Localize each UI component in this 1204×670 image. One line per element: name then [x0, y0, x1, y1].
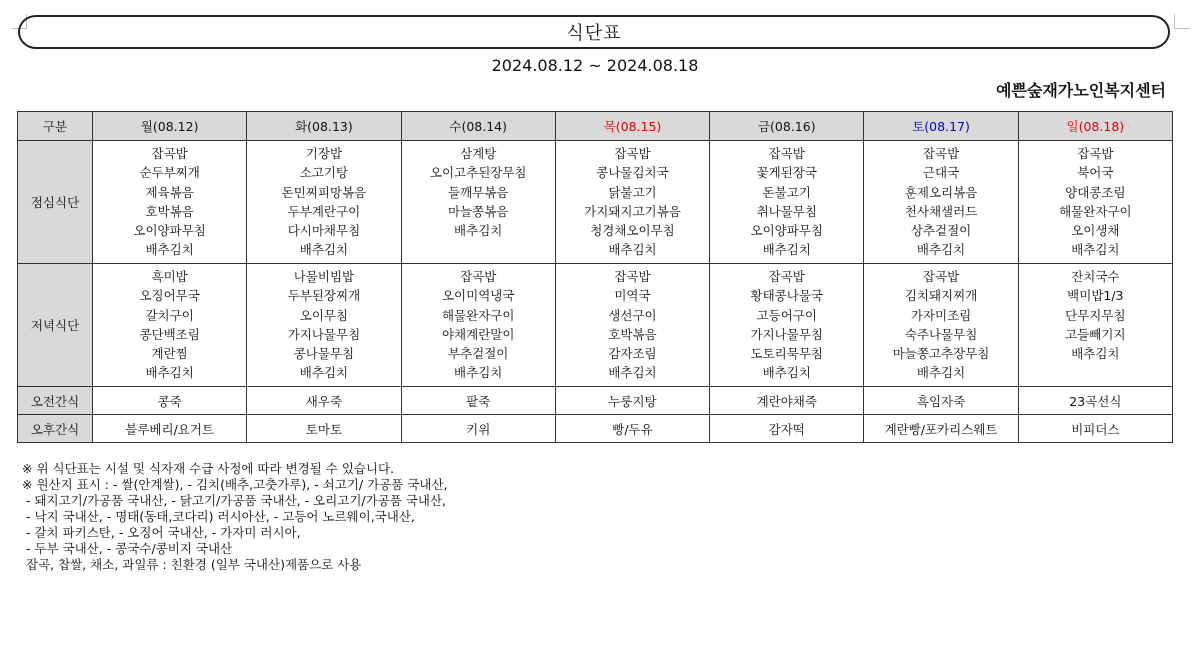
meal-cell	[93, 141, 247, 264]
menu-item: 호박볶음	[608, 326, 657, 342]
menu-item: 잡곡밥	[614, 146, 651, 161]
menu-item: 북어국	[1077, 165, 1114, 181]
organization-name: 예쁜숲재가노인복지센터	[995, 81, 1166, 100]
menu-item: 배추김치	[454, 365, 503, 381]
menu-item: 오이양파무침	[750, 223, 823, 239]
menu-item: 잡곡밥	[922, 146, 960, 161]
header-row	[18, 112, 1173, 141]
menu-item: 황태콩나물국	[750, 288, 823, 304]
menu-item: 부추겉절이	[448, 346, 509, 362]
menu-item: 잡곡밥	[460, 269, 497, 284]
meal-plan-table	[17, 111, 1173, 443]
note-line: - 갈치 파키스탄, - 오징어 국내산, - 가자미 러시아,	[22, 525, 301, 540]
menu-item: 천사채샐러드	[904, 203, 978, 219]
menu-item: 콩나물무침	[293, 346, 355, 362]
menu-item: 잡곡밥	[1077, 146, 1114, 161]
row-label: 오후간식	[18, 415, 93, 443]
menu-item: 미역국	[614, 288, 651, 304]
menu-item: 배추김치	[916, 365, 966, 381]
menu-item: 소고기탕	[299, 165, 349, 181]
menu-item: 해물완자구이	[1059, 203, 1132, 219]
menu-item: 배추김치	[608, 365, 657, 381]
menu-item: 배추김치	[608, 242, 657, 258]
menu-item: 배추김치	[762, 365, 811, 381]
menu-item: 잡곡밥	[768, 146, 805, 161]
document-title: 식단표	[566, 23, 622, 44]
menu-item: 생선구이	[608, 307, 657, 323]
snack-cell: 새우죽	[247, 387, 401, 415]
menu-item: 훈제오리볶음	[904, 184, 978, 200]
menu-item: 근대국	[922, 165, 960, 181]
menu-item: 닭불고기	[608, 184, 657, 200]
menu-item: 고등어구이	[756, 307, 817, 323]
day-header: 일(08.18)	[1018, 112, 1172, 141]
menu-item: 청경채오이무침	[590, 223, 675, 239]
menu-item: 콩나물김치국	[596, 165, 669, 181]
meal-cell	[93, 264, 247, 387]
menu-item: 숙주나물무침	[904, 326, 978, 342]
menu-item: 기장밥	[305, 146, 343, 161]
snack-cell: 누룽지탕	[555, 387, 709, 415]
snack-cell: 빵/두유	[555, 415, 709, 443]
day-header: 금(08.16)	[710, 112, 864, 141]
menu-item: 배추김치	[916, 242, 966, 258]
menu-item: 다시마채무침	[287, 223, 361, 239]
menu-item: 상추겉절이	[910, 223, 972, 239]
menu-item: 배추김치	[762, 242, 811, 258]
meal-cell	[247, 141, 401, 264]
menu-item: 잡곡밥	[922, 269, 960, 284]
menu-item: 돈불고기	[762, 184, 811, 200]
page-corner-mark-right	[1174, 14, 1189, 29]
meal-cell	[247, 264, 401, 387]
meal-cell	[1018, 141, 1172, 264]
menu-item: 가지나물무침	[750, 326, 823, 342]
snack-cell: 블루베리/요거트	[93, 415, 247, 443]
menu-item: 삼계탕	[460, 146, 497, 161]
document-title-box	[18, 15, 1170, 49]
meal-cell	[710, 141, 864, 264]
meal-cell	[401, 264, 555, 387]
meal-cell	[864, 264, 1018, 387]
row-label: 저녁식단	[18, 264, 93, 387]
snack-cell: 계란빵/포카리스웨트	[864, 415, 1018, 443]
snack-cell: 23곡선식	[1018, 387, 1172, 415]
menu-item: 오이생채	[1071, 223, 1120, 239]
menu-item: 배추김치	[454, 223, 503, 239]
menu-item: 돈민찌피망볶음	[281, 184, 367, 200]
menu-item: 도토리묵무침	[750, 346, 823, 362]
menu-item: 제육볶음	[145, 184, 194, 200]
menu-item: 계란찜	[151, 346, 188, 362]
menu-item: 들깨무볶음	[448, 184, 509, 200]
menu-item: 가자미조림	[910, 307, 972, 323]
menu-item: 마늘쫑고추장무침	[892, 346, 990, 362]
menu-item: 단무지무침	[1065, 307, 1126, 323]
menu-item: 가지나물무침	[287, 326, 361, 342]
note-line: - 낙지 국내산, - 명태(동태,코다리) 러시아산, - 고등어 노르웨이,국내산,	[22, 509, 415, 524]
menu-item: 야채계란말이	[441, 326, 515, 342]
snack-cell: 감자떡	[710, 415, 864, 443]
menu-item: 오징어무국	[139, 288, 200, 304]
snack-cell: 흑임자죽	[864, 387, 1018, 415]
dinner-row	[18, 264, 1173, 387]
afternoon-snack-row	[18, 415, 1173, 443]
meal-cell	[710, 264, 864, 387]
menu-item: 가지돼지고기볶음	[584, 203, 681, 219]
row-label: 오전간식	[18, 387, 93, 415]
date-range: 2024.08.12 ~ 2024.08.18	[491, 56, 699, 75]
snack-cell: 키위	[401, 415, 555, 443]
menu-item: 배추김치	[299, 365, 349, 381]
menu-item: 취나물무침	[756, 203, 817, 219]
menu-item: 순두부찌개	[139, 165, 200, 181]
snack-cell: 콩죽	[93, 387, 247, 415]
menu-item: 배추김치	[145, 242, 194, 258]
menu-item: 잡곡밥	[151, 146, 188, 161]
snack-cell: 계란야채죽	[710, 387, 864, 415]
menu-item: 오이무침	[299, 307, 349, 323]
menu-item: 잔치국수	[1071, 269, 1120, 284]
day-header: 목(08.15)	[555, 112, 709, 141]
lunch-row	[18, 141, 1173, 264]
menu-item: 배추김치	[145, 365, 194, 381]
morning-snack-row	[18, 387, 1173, 415]
menu-item: 호박볶음	[145, 203, 194, 219]
corner-header: 구분	[18, 112, 93, 141]
meal-cell	[555, 141, 709, 264]
menu-item: 잡곡밥	[614, 269, 651, 284]
menu-item: 오이양파무침	[133, 223, 206, 239]
menu-item: 두부된장찌개	[287, 288, 361, 304]
day-header: 수(08.14)	[401, 112, 555, 141]
meal-cell	[555, 264, 709, 387]
menu-item: 배추김치	[299, 242, 349, 258]
menu-item: 감자조림	[608, 346, 657, 362]
menu-item: 배추김치	[1071, 242, 1120, 258]
menu-item: 오이미역냉국	[441, 288, 515, 304]
menu-item: 갈치구이	[145, 307, 194, 323]
day-header: 토(08.17)	[864, 112, 1018, 141]
menu-item: 김치돼지찌개	[904, 288, 978, 304]
snack-cell: 팥죽	[401, 387, 555, 415]
snack-cell: 비피더스	[1018, 415, 1172, 443]
note-line: ※ 위 식단표는 시설 및 식자재 수급 사정에 따라 변경될 수 있습니다.	[22, 461, 395, 476]
note-line: - 돼지고기/가공품 국내산, - 닭고기/가공품 국내산, - 오리고기/가공품 국내산,	[22, 493, 447, 508]
menu-item: 오이고추된장무침	[429, 165, 527, 181]
menu-item: 꽃게된장국	[756, 165, 817, 181]
menu-item: 흑미밥	[151, 269, 188, 284]
meal-cell	[864, 141, 1018, 264]
note-line: 잡곡, 찹쌀, 채소, 과일류 : 친환경 (일부 국내산)제품으로 사용	[22, 557, 362, 572]
notes-section	[22, 461, 448, 573]
snack-cell: 토마토	[247, 415, 401, 443]
note-line: - 두부 국내산, - 콩국수/콩비지 국내산	[22, 541, 233, 556]
menu-item: 고들빼기지	[1065, 326, 1126, 342]
menu-item: 마늘쫑볶음	[448, 203, 509, 219]
day-header: 월(08.12)	[93, 112, 247, 141]
menu-item: 콩단백조림	[139, 326, 200, 342]
row-label: 점심식단	[18, 141, 93, 264]
menu-item: 잡곡밥	[768, 269, 805, 284]
menu-item: 배추김치	[1071, 346, 1120, 362]
menu-item: 양대콩조림	[1065, 184, 1126, 200]
menu-item: 두부계란구이	[287, 203, 361, 219]
menu-item: 나물비빔밥	[293, 269, 355, 284]
meal-cell	[1018, 264, 1172, 387]
meal-cell	[401, 141, 555, 264]
day-header: 화(08.13)	[247, 112, 401, 141]
menu-item: 백미밥1/3	[1067, 288, 1124, 304]
menu-item: 해물완자구이	[441, 307, 515, 323]
note-line: ※ 원산지 표시 : - 쌀(안계쌀), - 김치(배추,고춧가루), - 쇠고기/ 가공품 국내산,	[22, 477, 448, 492]
